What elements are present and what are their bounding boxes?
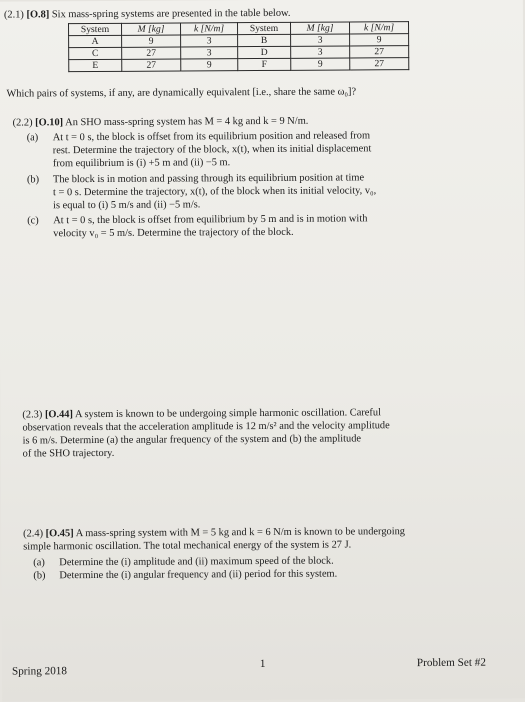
q24-b-label: (b) xyxy=(33,570,46,582)
footer-page-number: 1 xyxy=(259,657,266,671)
q21-number: (2.1) xyxy=(3,9,24,21)
footer-problem-set: Problem Set #2 xyxy=(416,656,486,670)
q22-part-a xyxy=(27,129,372,170)
table-header: k [N/m] xyxy=(181,23,238,35)
table-cell: B xyxy=(238,34,291,46)
q22-b-line: t = 0 s. Determine the trajectory, x(t), of the block when its initial velocity, v₀, xyxy=(53,185,377,199)
table-header: k [N/m] xyxy=(349,22,408,34)
table-cell: 3 xyxy=(181,35,238,47)
table-cell: C xyxy=(69,47,122,59)
table-cell: 27 xyxy=(350,46,409,58)
systems-table xyxy=(68,21,409,72)
q22-a-label: (a) xyxy=(26,132,39,144)
table-cell: E xyxy=(69,59,122,71)
q24-line: A mass-spring system with M = 5 kg and k = 6 N/m is known to be undergoing xyxy=(75,526,406,540)
table-cell: A xyxy=(69,35,122,47)
q22-c-line: At t = 0 s, the block is offset from equilibrium by 5 m and is in motion with xyxy=(53,213,368,227)
q21-points: [O.8] xyxy=(26,9,50,21)
table-cell: 27 xyxy=(122,59,181,71)
q22-a-line: At t = 0 s, the block is offset from its equilibrium position and released from xyxy=(52,130,371,144)
footer-semester: Spring 2018 xyxy=(11,665,68,678)
q22-part-c xyxy=(27,212,367,240)
table-cell: 9 xyxy=(122,35,181,47)
q22-c-label: (c) xyxy=(27,215,39,227)
table-cell: 3 xyxy=(291,46,350,58)
q22-b-label: (b) xyxy=(26,174,40,186)
q21-text: Six mass-spring systems are presented in the table below. xyxy=(51,7,291,21)
q23-line: observation reveals that the acceleration amplitude is 12 m/s² and the velocity amplitude xyxy=(22,420,390,434)
q24-a-label: (a) xyxy=(33,557,45,569)
table-cell: 9 xyxy=(181,59,238,71)
q24-number: (2.4) xyxy=(23,528,44,540)
table-cell: 9 xyxy=(291,58,350,70)
table-header: M [kg] xyxy=(122,23,181,35)
table-cell: D xyxy=(238,46,291,58)
q23-points: [O.44] xyxy=(44,409,73,421)
table-cell: 27 xyxy=(122,47,181,59)
q22-c-line: velocity v₀ = 5 m/s. Determine the trajectory of the block. xyxy=(53,226,294,240)
table-cell: 3 xyxy=(291,34,350,46)
table-row xyxy=(69,58,409,72)
q22-intro: An SHO mass-spring system has M = 4 kg and k = 9 N/m. xyxy=(65,115,309,129)
q23-block xyxy=(22,406,390,460)
q21-heading xyxy=(4,7,291,22)
q24-line: simple harmonic oscillation. The total mechanical energy of the system is 27 J. xyxy=(23,539,352,553)
table-cell: F xyxy=(238,58,291,70)
table-header: System xyxy=(69,23,122,35)
table-header: System xyxy=(237,22,290,34)
q23-number: (2.3) xyxy=(22,409,43,421)
table-cell: 3 xyxy=(181,47,238,59)
q21-question: Which pairs of systems, if any, are dynamically equivalent [i.e., share the same ω₀]? xyxy=(6,86,357,100)
q22-part-b xyxy=(27,171,376,212)
q22-b-line: is equal to (i) 5 m/s and (ii) −5 m/s. xyxy=(53,199,201,212)
q22-points: [O.10] xyxy=(35,117,64,129)
q23-line: A system is known to be undergoing simple harmonic oscillation. Careful xyxy=(74,407,381,421)
table-cell: 9 xyxy=(350,34,409,46)
table-cell: 27 xyxy=(350,58,409,70)
q22-b-line: The block is in motion and passing through its equilibrium position at time xyxy=(52,172,365,186)
q24-b-text: Determine the (i) angular frequency and (ii) period for this system. xyxy=(59,568,338,582)
q22-number: (2.2) xyxy=(12,117,33,129)
q24-part-b xyxy=(23,567,405,582)
q22-a-line: from equilibrium is (i) +5 m and (ii) −5 m. xyxy=(52,157,231,170)
q24-block xyxy=(23,525,405,582)
table-header: M [kg] xyxy=(290,22,349,34)
q23-line: of the SHO trajectory. xyxy=(22,447,115,460)
q24-a-text: Determine the (i) amplitude and (ii) maximum speed of the block. xyxy=(59,555,334,569)
q22-heading xyxy=(13,115,309,130)
q23-line: is 6 m/s. Determine (a) the angular frequency of the system and (b) the amplitude xyxy=(22,433,362,447)
q24-points: [O.45] xyxy=(45,528,74,540)
q22-a-line: rest. Determine the trajectory of the block, x(t), when its initial displacement xyxy=(52,143,372,157)
